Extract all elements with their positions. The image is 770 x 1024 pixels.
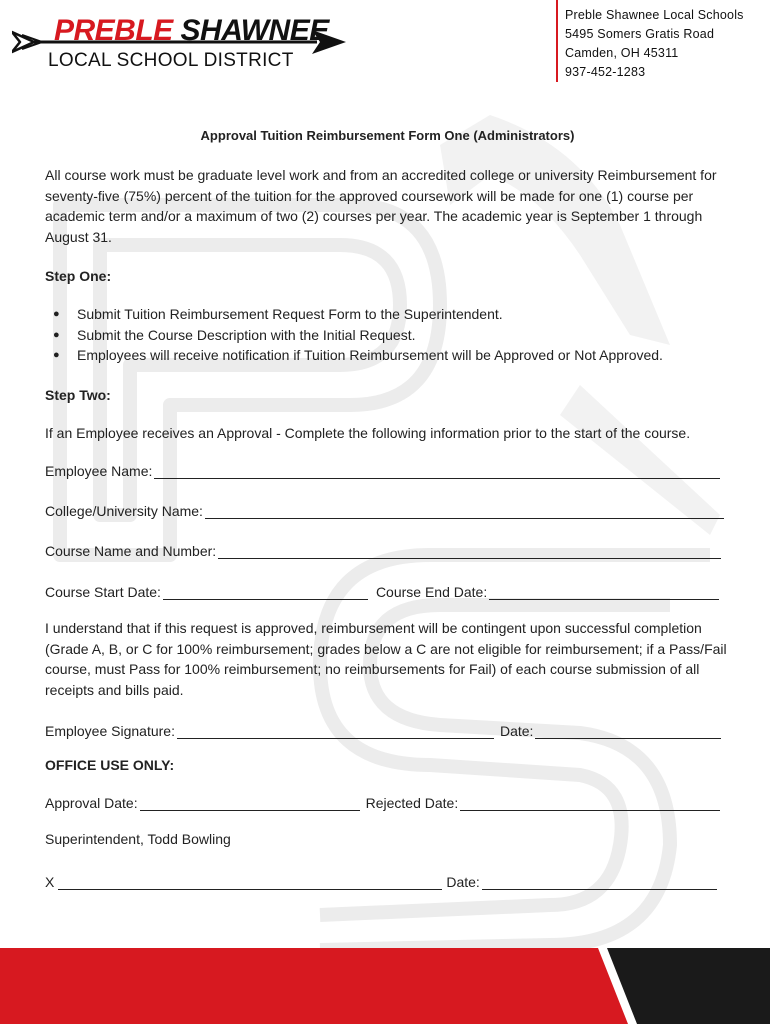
- logo-subtitle: LOCAL SCHOOL DISTRICT: [48, 50, 294, 71]
- list-item: ● Employees will receive notification if Tuition Reimbursement will be Approved or Not Approved.: [77, 345, 730, 366]
- college-name-row: [45, 497, 724, 519]
- rejected-date-label: Rejected Date:: [365, 795, 459, 811]
- logo-word-preble: PREBLE: [54, 14, 173, 47]
- intro-paragraph: All course work must be graduate level work and from an accredited college or university Reimbursement for seventy-five (75%) percent of the tuition for the approved coursework will be made for one (1) course per academic term and/or a maximum of two (2) courses per year. The academic year is September 1 through August 31.: [45, 167, 717, 245]
- step-two-paragraph: If an Employee receives an Approval - Complete the following information prior to the start of the course.: [45, 424, 691, 441]
- x-mark-label: X: [45, 873, 55, 890]
- employee-signature-label: Employee Signature:: [45, 723, 175, 739]
- district-logo: [12, 10, 347, 78]
- college-name-label: College/University Name:: [45, 503, 203, 519]
- form-body: [45, 128, 730, 890]
- list-item: ● Submit Tuition Reimbursement Request Form to the Superintendent.: [77, 304, 730, 325]
- office-use-heading: OFFICE USE ONLY:: [45, 757, 175, 773]
- signature-date-label: Date:: [499, 723, 534, 739]
- header-divider: [556, 0, 558, 82]
- signature-date-field[interactable]: [535, 722, 721, 739]
- form-title: Approval Tuition Reimbursement Form One (Administrators): [200, 128, 575, 143]
- course-name-field[interactable]: [218, 542, 721, 559]
- address-line: 5495 Somers Gratis Road: [565, 27, 715, 41]
- agreement-paragraph: I understand that if this request is approved, reimbursement will be contingent upon successful completion (Grade A, B, or C for 100% reimbursement; grades below a C are not eligible for reimbursement; if a Pass/Fail course, must Pass for 100% reimbursement; no reimbursements for Fail) of each course submission of all receipts and bills paid.: [45, 620, 727, 698]
- superintendent-name: Superintendent, Todd Bowling: [45, 831, 231, 847]
- employee-name-field[interactable]: [154, 462, 720, 479]
- signature-row: [45, 717, 721, 739]
- rejected-date-field[interactable]: [460, 794, 720, 811]
- address-line: Preble Shawnee Local Schools: [565, 8, 744, 22]
- employee-signature-field[interactable]: [177, 722, 494, 739]
- superintendent-signature-field[interactable]: [58, 873, 442, 890]
- start-date-label: Course Start Date:: [45, 584, 161, 600]
- superintendent-signature-row: [45, 868, 717, 890]
- step-one-heading: Step One:: [45, 268, 112, 284]
- end-date-field[interactable]: [489, 583, 719, 600]
- college-name-field[interactable]: [205, 502, 724, 519]
- address-line: 937-452-1283: [565, 65, 646, 79]
- address-block: [565, 6, 744, 82]
- superintendent-date-field[interactable]: [482, 873, 717, 890]
- superintendent-date-label: Date:: [446, 873, 480, 890]
- office-dates-row: [45, 789, 720, 811]
- address-line: Camden, OH 45311: [565, 46, 679, 60]
- approval-date-field[interactable]: [140, 794, 360, 811]
- logo-title: [54, 14, 329, 48]
- employee-name-row: [45, 457, 720, 479]
- list-item: ● Submit the Course Description with the Initial Request.: [77, 325, 730, 346]
- logo-word-shawnee: SHAWNEE: [180, 14, 329, 47]
- course-name-label: Course Name and Number:: [45, 543, 217, 559]
- step-one-list: [45, 304, 730, 366]
- employee-name-label: Employee Name:: [45, 463, 153, 479]
- start-date-field[interactable]: [163, 583, 368, 600]
- course-dates-row: [45, 578, 719, 600]
- footer-band: [0, 948, 770, 1024]
- step-two-heading: Step Two:: [45, 386, 111, 403]
- approval-date-label: Approval Date:: [45, 795, 138, 811]
- course-name-row: [45, 537, 721, 559]
- end-date-label: Course End Date:: [375, 584, 488, 600]
